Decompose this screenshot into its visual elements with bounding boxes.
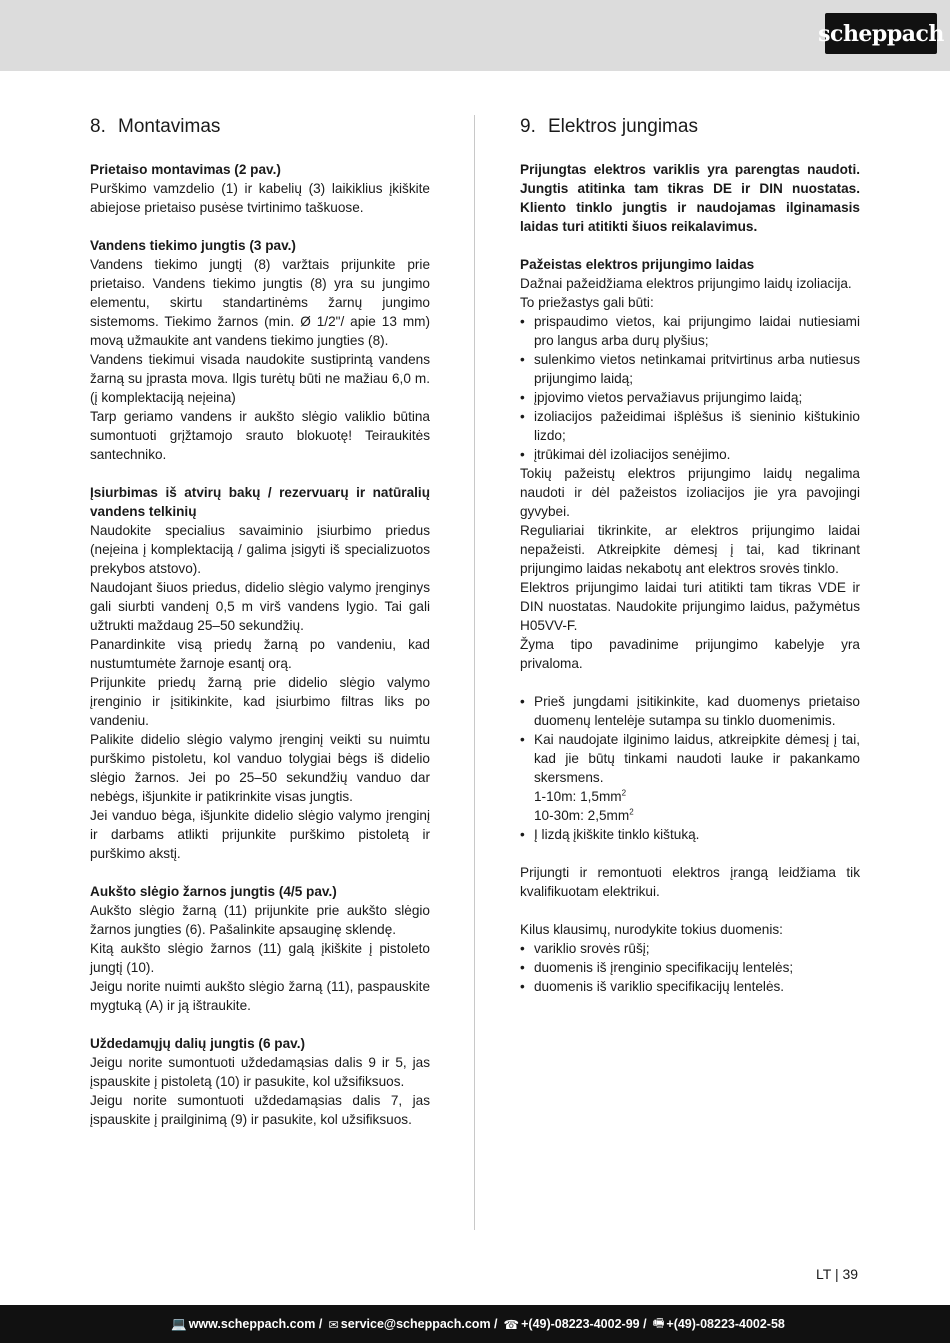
footer-fax: +(49)-08223-4002-58 (666, 1317, 785, 1331)
subheading: Prietaiso montavimas (2 pav.) (90, 162, 281, 177)
left-column (90, 115, 430, 1129)
footer-web[interactable]: www.scheppach.com (188, 1317, 316, 1331)
list-item: • sulenkimo vietos netinkamai pritvirtinus arba nutiesus prijungimo laidą; (520, 350, 860, 388)
requirements-list (520, 692, 860, 844)
list-item: • izoliacijos pažeidimai išplėšus iš sieninio kištukinio lizdo; (520, 407, 860, 445)
right-column (520, 115, 860, 996)
section-8-title: 8. Montavimas (90, 116, 221, 137)
paragraph: Tarp geriamo vandens ir aukšto slėgio valiklio būtina sumontuoti grįžtamojo srauto blokuotę! Teiraukitės santechniko. (90, 409, 430, 462)
paragraph: Jeigu norite nuimti aukšto slėgio žarną (11), paspauskite mygtuką (A) ir ją ištraukite. (90, 979, 430, 1013)
paragraph: Jei vanduo bėga, išjunkite didelio slėgio valymo įrenginį ir darbams atlikti prijunkite purškimo pistoletą ir purškimo akstį. (90, 808, 430, 861)
paragraph: Elektros prijungimo laidai turi atitikti tam tikras VDE ir DIN nuostatas. Naudokite prijungimo laidus, pažymėtus H05VV-F. (520, 580, 860, 633)
cable-spec-2: 10-30m: $2,5mm^2$ (534, 807, 634, 823)
section-9-title: 9. Elektros jungimas (520, 116, 698, 137)
phone-icon: ☎ (503, 1317, 520, 1332)
paragraph: Naudokite specialius savaiminio įsiurbimo priedus (neįeina į komplektaciją / galima įsigyti iš specializuotos prekybos atstovo). (90, 523, 430, 576)
header-bar (0, 0, 950, 71)
page-number: LT | 39 (816, 1266, 859, 1282)
paragraph: Jeigu norite sumontuoti uždedamąsias dalis 9 ir 5, jas įspauskite į pistoletą (10) ir pasukite, kol užsifiksuos. (90, 1055, 430, 1089)
intro-paragraph: Prijungtas elektros variklis yra parengtas naudoti. Jungtis atitinka tam tikras DE ir DIN nuostatas. Kliento tinklo jungtis ir naudojamas ilginamasis laidas turi atitikti šiuos reikalavimus. (520, 162, 860, 234)
fax-icon: 🖷 (652, 1315, 665, 1330)
subheading: Įsiurbimas iš atvirų bakų / rezervuarų ir natūralių vandens telkinių (90, 485, 430, 519)
paragraph: To priežastys gali būti: (520, 295, 654, 310)
subheading: Vandens tiekimo jungtis (3 pav.) (90, 238, 296, 253)
causes-list (520, 312, 860, 464)
paragraph: Žyma tipo pavadinime prijungimo kabelyje yra privaloma. (520, 637, 860, 671)
paragraph: Vandens tiekimo jungtį (8) varžtais prijunkite prie prietaiso. Vandens tiekimo jungtis (8) yra su jungimo elementu, skirtu standartinėms žarnų jungimo sistemoms. Tiekimo žarnos (min. Ø 1/2"/ apie 13 mm) movą užmaukite ant vandens tiekimo jungties (8). (90, 257, 430, 348)
computer-icon: 💻 (171, 1316, 187, 1331)
paragraph: Panardinkite visą priedų žarną po vandeniu, kad nustumtumėte žarnoje esantį orą. (90, 637, 430, 671)
paragraph: Naudojant šiuos priedus, didelio slėgio valymo įrenginys gali siurbti vandenį 0,5 m virš vandens lygio. Tai gali užtrukti maždaug 25–50 sekundžių. (90, 580, 430, 633)
paragraph: Kilus klausimų, nurodykite tokius duomenis: (520, 922, 783, 937)
paragraph: Purškimo vamzdelio (1) ir kabelių (3) laikiklius įkiškite abiejose prietaiso pusėse tvirtinimo taškuose. (90, 181, 430, 215)
paragraph: Jeigu norite sumontuoti uždedamąsias dalis 7, jas įspauskite į prailginimą (9) ir pasukite, kol užsifiksuos. (90, 1093, 430, 1127)
list-item: • Prieš jungdami įsitikinkite, kad duomenys prietaiso duomenų lentelėje sutampa su tinklo duomenimis. (520, 692, 860, 730)
list-item: • variklio srovės rūšį; (520, 939, 860, 958)
list-item: • įtrūkimai dėl izoliacijos senėjimo. (520, 445, 860, 464)
paragraph: Kitą aukšto slėgio žarnos (11) galą įkiškite į pistoleto jungtį (10). (90, 941, 430, 975)
list-item: • Į lizdą įkiškite tinklo kištuką. (520, 825, 860, 844)
subheading: Aukšto slėgio žarnos jungtis (4/5 pav.) (90, 884, 337, 899)
paragraph: Prijungti ir remontuoti elektros įrangą leidžiama tik kvalifikuotam elektrikui. (520, 865, 860, 899)
subheading: Pažeistas elektros prijungimo laidas (520, 257, 755, 272)
list-item: • įpjovimo vietos pervažiavus prijungimo laidą; (520, 388, 860, 407)
paragraph: Palikite didelio slėgio valymo įrenginį veikti su nuimtu purškimo pistoletu, kol vanduo tolygiai bėgs iš didelio slėgio žarnos. Jei po 25–50 sekundžių vanduo dar nebėgs, išjunkite ir patikrinkite visas jungtis. (90, 732, 430, 804)
paragraph: Vandens tiekimui visada naudokite sustiprintą vandens žarną su įprasta mova. Ilgis turėtų būti ne mažiau 6,0 m. (į komplektaciją neįeina) (90, 352, 430, 405)
footer-email[interactable]: service@scheppach.com (340, 1317, 491, 1331)
list-item: • Kai naudojate ilginimo laidus, atkreipkite dėmesį į tai, kad jie būtų tinkami naudoti lauke ir pakankamo skersmens. 1-10m: $1,5mm^2$ 10-30m: $2,5mm^2$ (520, 730, 860, 825)
subheading: Uždedamųjų dalių jungtis (6 pav.) (90, 1036, 305, 1051)
paragraph: Aukšto slėgio žarną (11) prijunkite prie aukšto slėgio žarnos jungties (6). Pašalinkite apsauginę sklendę. (90, 903, 430, 937)
list-item: • duomenis iš įrenginio specifikacijų lentelės; (520, 958, 860, 977)
info-list (520, 939, 860, 996)
footer-bar: 💻 www.scheppach.com / ✉ service@scheppach.com / ☎ +(49)-08223-4002-99 / 🖷 +(49)-08223-4002-58 (0, 1305, 950, 1343)
paragraph: Tokių pažeistų elektros prijungimo laidų negalima naudoti ir dėl pažeistos izoliacijos jie yra pavojingi gyvybei. (520, 466, 860, 519)
list-item: • prispaudimo vietos, kai prijungimo laidai nutiesiami pro langus arba durų plyšius; (520, 312, 860, 350)
paragraph: Prijunkite priedų žarną prie didelio slėgio valymo įrenginio ir įsitikinkite, kad įsiurbimo filtras liks po vandeniu. (90, 675, 430, 728)
footer-phone: +(49)-08223-4002-99 (521, 1317, 640, 1331)
mail-icon: ✉ (328, 1317, 339, 1332)
paragraph: Dažnai pažeidžiama elektros prijungimo laidų izoliacija. (520, 276, 852, 291)
list-item: • duomenis iš variklio specifikacijų lentelės. (520, 977, 860, 996)
column-divider (474, 115, 475, 1230)
scheppach-logo: scheppach (825, 13, 937, 54)
paragraph: Reguliariai tikrinkite, ar elektros prijungimo laidai nepažeisti. Atkreipkite dėmesį į tai, kad tikrinant prijungimo laidas nekabotų ant elektros srovės tinklo. (520, 523, 860, 576)
cable-spec-1: 1-10m: $1,5mm^2$ (534, 788, 627, 804)
